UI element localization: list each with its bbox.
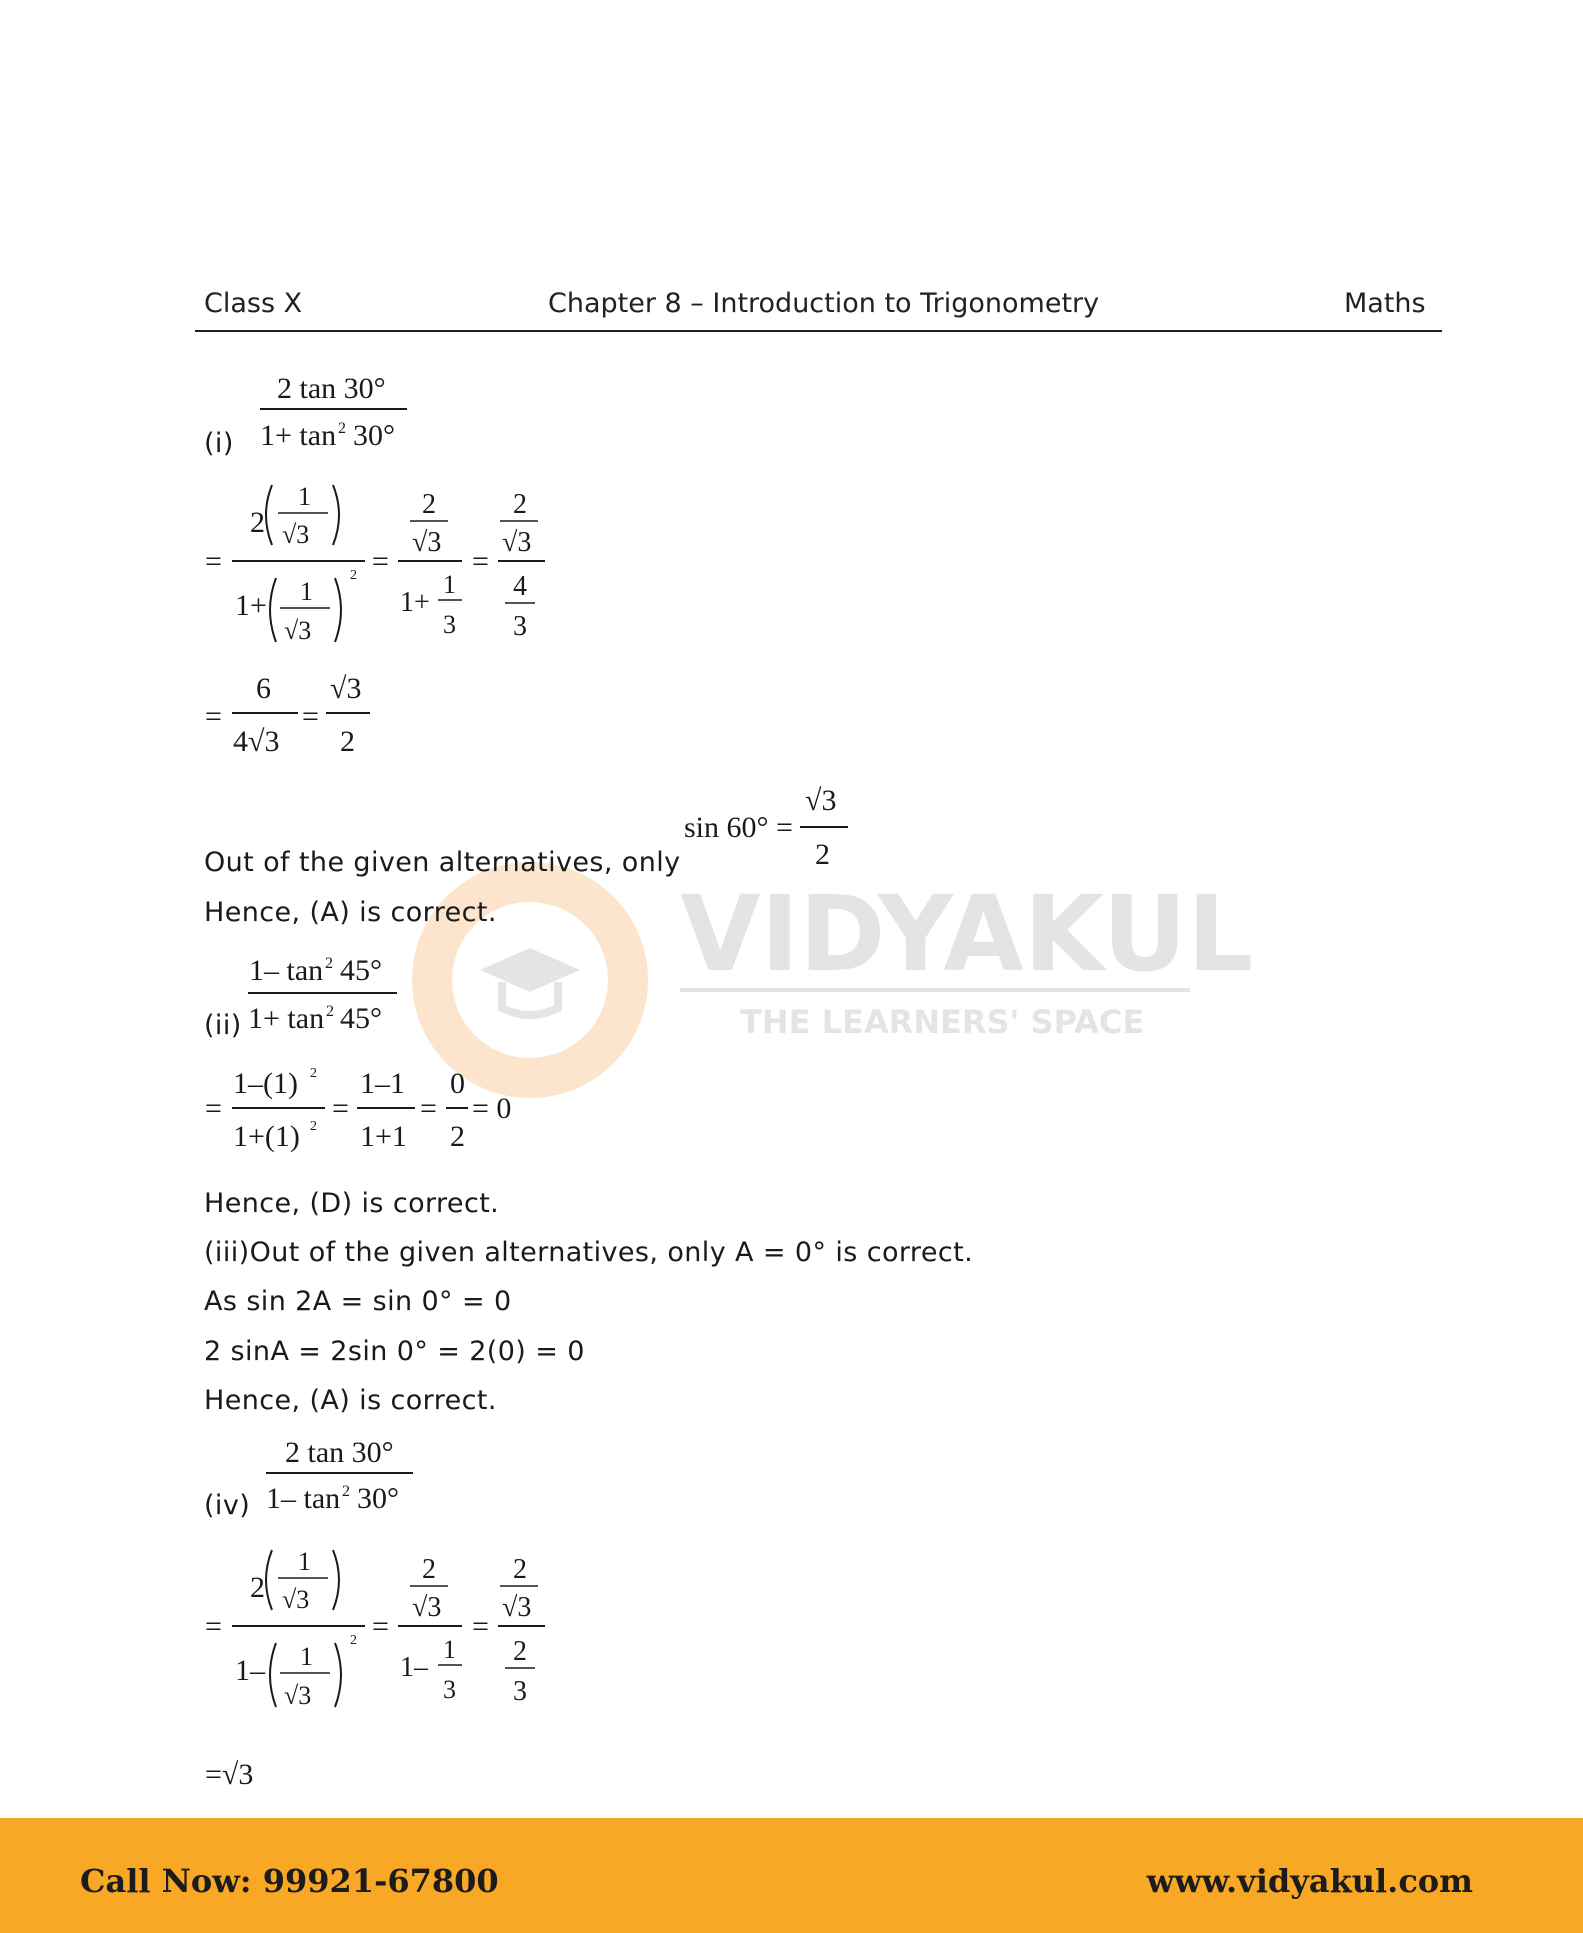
svg-text:1+ tan: 1+ tan (260, 419, 337, 452)
part-i-inline-math (680, 782, 860, 874)
svg-text:√3: √3 (330, 672, 362, 705)
svg-text:2: 2 (450, 1120, 465, 1153)
part-iv-expression (260, 1430, 430, 1520)
svg-text:45°: 45° (340, 954, 382, 987)
svg-text:1–: 1– (235, 1654, 265, 1687)
svg-text:=: = (302, 700, 319, 733)
svg-text:3: 3 (443, 1675, 456, 1704)
part-iv-step1 (200, 1540, 560, 1730)
svg-text:1+(1): 1+(1) (233, 1120, 300, 1153)
svg-text:=: = (332, 1092, 349, 1125)
svg-text:1– tan: 1– tan (266, 1482, 341, 1515)
part-iii-line1: (iii)Out of the given alternatives, only A = 0° is correct. (204, 1237, 974, 1268)
svg-text:2: 2 (350, 568, 357, 583)
footer-call: Call Now: 99921-67800 (80, 1862, 499, 1900)
svg-text:2: 2 (513, 489, 527, 520)
part-iii-line3: 2 sinA = 2sin 0° = 2(0) = 0 (204, 1336, 585, 1367)
svg-text:6: 6 (256, 672, 271, 705)
part-ii-text: Hence, (D) is correct. (204, 1188, 500, 1219)
svg-text:2: 2 (338, 420, 346, 437)
svg-text:4√3: 4√3 (233, 725, 280, 758)
watermark-brand: VIDYAKUL (680, 873, 1254, 995)
svg-text:2: 2 (310, 1066, 317, 1081)
svg-text:1+ tan: 1+ tan (248, 1002, 325, 1035)
svg-text:1+: 1+ (235, 589, 267, 622)
svg-text:√3: √3 (284, 616, 312, 645)
svg-text:1+: 1+ (400, 587, 430, 618)
svg-text:2: 2 (340, 725, 355, 758)
svg-text:√3: √3 (502, 1592, 532, 1623)
header-rule (195, 330, 1442, 332)
part-i-step1 (200, 475, 560, 665)
svg-text:1: 1 (300, 1642, 313, 1671)
part-i-expression (255, 365, 415, 455)
svg-text:1–: 1– (400, 1652, 428, 1683)
svg-text:2 tan 30°: 2 tan 30° (277, 372, 386, 405)
header-class: Class X (204, 288, 303, 319)
svg-text:√3: √3 (412, 1592, 442, 1623)
svg-text:4: 4 (513, 571, 527, 602)
part-ii-expression (244, 950, 414, 1040)
part-iii-line2: As sin 2A = sin 0° = 0 (204, 1286, 512, 1317)
svg-text:2: 2 (513, 1554, 527, 1585)
svg-text:1+1: 1+1 (360, 1120, 407, 1153)
svg-text:3: 3 (443, 610, 456, 639)
header-chapter: Chapter 8 – Introduction to Trigonometry (548, 288, 1100, 319)
svg-text:√3: √3 (282, 520, 310, 549)
svg-text:√3: √3 (412, 527, 442, 558)
svg-text:=: = (205, 1610, 222, 1643)
svg-text:2: 2 (310, 1119, 317, 1134)
part-ii-step1 (200, 1063, 540, 1163)
svg-text:√3: √3 (284, 1681, 312, 1710)
svg-text:1– tan: 1– tan (249, 954, 324, 987)
part-iv-step2 (200, 1748, 290, 1798)
svg-text:1: 1 (443, 570, 456, 599)
part-i-text1: Out of the given alternatives, only (204, 847, 681, 878)
svg-text:2: 2 (326, 1003, 334, 1020)
svg-text:2: 2 (342, 1483, 350, 1500)
svg-text:=: = (372, 1610, 389, 1643)
part-iv-label: (iv) (204, 1490, 251, 1521)
svg-text:1–1: 1–1 (360, 1067, 405, 1100)
svg-text:=: = (420, 1092, 437, 1125)
svg-text:30°: 30° (353, 419, 395, 452)
svg-text:30°: 30° (357, 1482, 399, 1515)
svg-text:=: = (205, 1092, 222, 1125)
part-i-text2: Hence, (A) is correct. (204, 897, 497, 928)
svg-text:1–(1): 1–(1) (233, 1067, 298, 1100)
svg-text:=√3: =√3 (205, 1758, 254, 1791)
svg-text:2: 2 (250, 1571, 265, 1604)
svg-text:=: = (472, 545, 489, 578)
svg-text:1: 1 (298, 1547, 311, 1576)
part-ii-label: (ii) (204, 1010, 242, 1041)
svg-text:2: 2 (513, 1636, 527, 1667)
svg-text:=: = (372, 545, 389, 578)
svg-text:2: 2 (350, 1633, 357, 1648)
svg-text:2: 2 (422, 489, 436, 520)
svg-text:45°: 45° (340, 1002, 382, 1035)
svg-text:2: 2 (325, 955, 333, 972)
svg-text:2: 2 (815, 838, 830, 871)
watermark-tagline: THE LEARNERS' SPACE (740, 1003, 1145, 1041)
header-subject: Maths (1344, 288, 1426, 319)
svg-text:0: 0 (450, 1067, 465, 1100)
part-i-label: (i) (204, 428, 234, 459)
svg-text:=: = (472, 1610, 489, 1643)
svg-text:1: 1 (443, 1635, 456, 1664)
svg-text:2: 2 (422, 1554, 436, 1585)
svg-text:√3: √3 (282, 1585, 310, 1614)
svg-text:2 tan 30°: 2 tan 30° (285, 1436, 394, 1469)
part-i-step2 (200, 668, 390, 763)
svg-text:sin 60° =: sin 60° = (684, 811, 793, 844)
svg-text:√3: √3 (502, 527, 532, 558)
svg-text:1: 1 (298, 482, 311, 511)
footer-website-link[interactable]: www.vidyakul.com (1146, 1862, 1473, 1900)
svg-text:=: = (205, 545, 222, 578)
svg-text:1: 1 (300, 577, 313, 606)
svg-text:3: 3 (513, 611, 527, 642)
svg-text:= 0: = 0 (472, 1092, 512, 1125)
svg-text:3: 3 (513, 1676, 527, 1707)
svg-text:√3: √3 (805, 784, 837, 817)
part-iii-line4: Hence, (A) is correct. (204, 1385, 497, 1416)
svg-text:=: = (205, 700, 222, 733)
svg-text:2: 2 (250, 506, 265, 539)
